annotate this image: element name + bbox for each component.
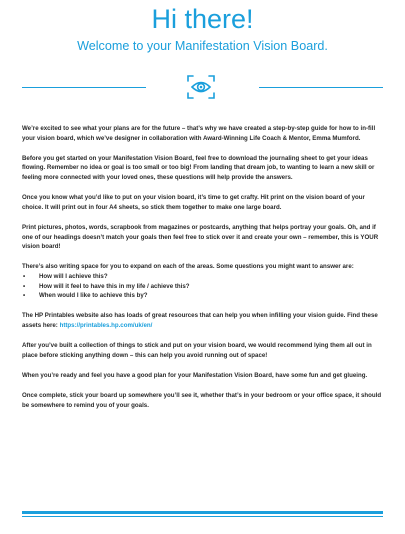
divider-line-left [22,87,146,88]
list-item: • How will I achieve this? [22,272,384,282]
photos-paragraph: Print pictures, photos, words, scrapbook from magazines or postcards, anything that helps portray your goals. Oh, and if one of our headings doesn’t match your goals then feel free to stick over it and create your own – remember, this is YOUR vision board! [22,223,379,251]
instructions [22,124,384,421]
page-title: Hi there! [151,4,254,34]
divider-line-right [259,87,383,88]
resources-paragraph [22,311,384,330]
focus-eye-icon [186,74,216,100]
questions-list [22,272,384,301]
complete-paragraph: Once complete, stick your board up somewhere you’ll see it, whether that’s in your bedroom or your office space, it should be somewhere to remind you of your goals. [22,392,382,409]
intro-paragraph: We’re excited to see what your plans are for the future – that’s why we have created a step-by-step guide for how to in-fill your vision board, which we’ve designer in collaboration with Award-Winning Life Coach & Mentor, Emma Mumford. [22,125,376,142]
page-subtitle: Welcome to your Manifestation Vision Board. [77,39,328,53]
list-item: • How will it feel to have this in my life / achieve this? [22,282,384,292]
print-paragraph: Once you know what you’d like to put on your vision board, it’s time to get crafty. Hit print on the vision board of your choice. It will print out in four A4 sheets, so stick them together to make one large board. [22,194,365,211]
writing-paragraph: There’s also writing space for you to expand on each of the areas. Some questions you might want to answer are: [22,263,354,271]
glue-paragraph: When you’re ready and feel you have a good plan for your Manifestation Vision Board, have some fun and get glueing. [22,371,368,379]
footer-bar-thick [22,511,383,514]
header-divider [22,70,383,104]
journal-paragraph: Before you get started on your Manifestation Vision Board, feel free to download the journaling sheet to get your ideas flowing. Remember no idea or goal is too small or too big! From landing that dream job, to wanting to learn a new skill or feeling more connected with your loved ones, these questions will help provide the answers. [22,154,375,181]
layout-paragraph: After you’ve built a collection of things to stick and put on your vision board, we would recommend lying them all out in place before sticking anything down – this can help you avoid running out of space! [22,342,372,359]
list-item: • When would I like to achieve this by? [22,291,384,301]
resources-text: The HP Printables website also has loads of great resources that can help you when infilling your vision guide. Find these assets here: [22,312,378,329]
footer-bar-thin [22,516,383,517]
printables-link[interactable]: https://printables.hp.com/uk/en/ [59,321,153,329]
